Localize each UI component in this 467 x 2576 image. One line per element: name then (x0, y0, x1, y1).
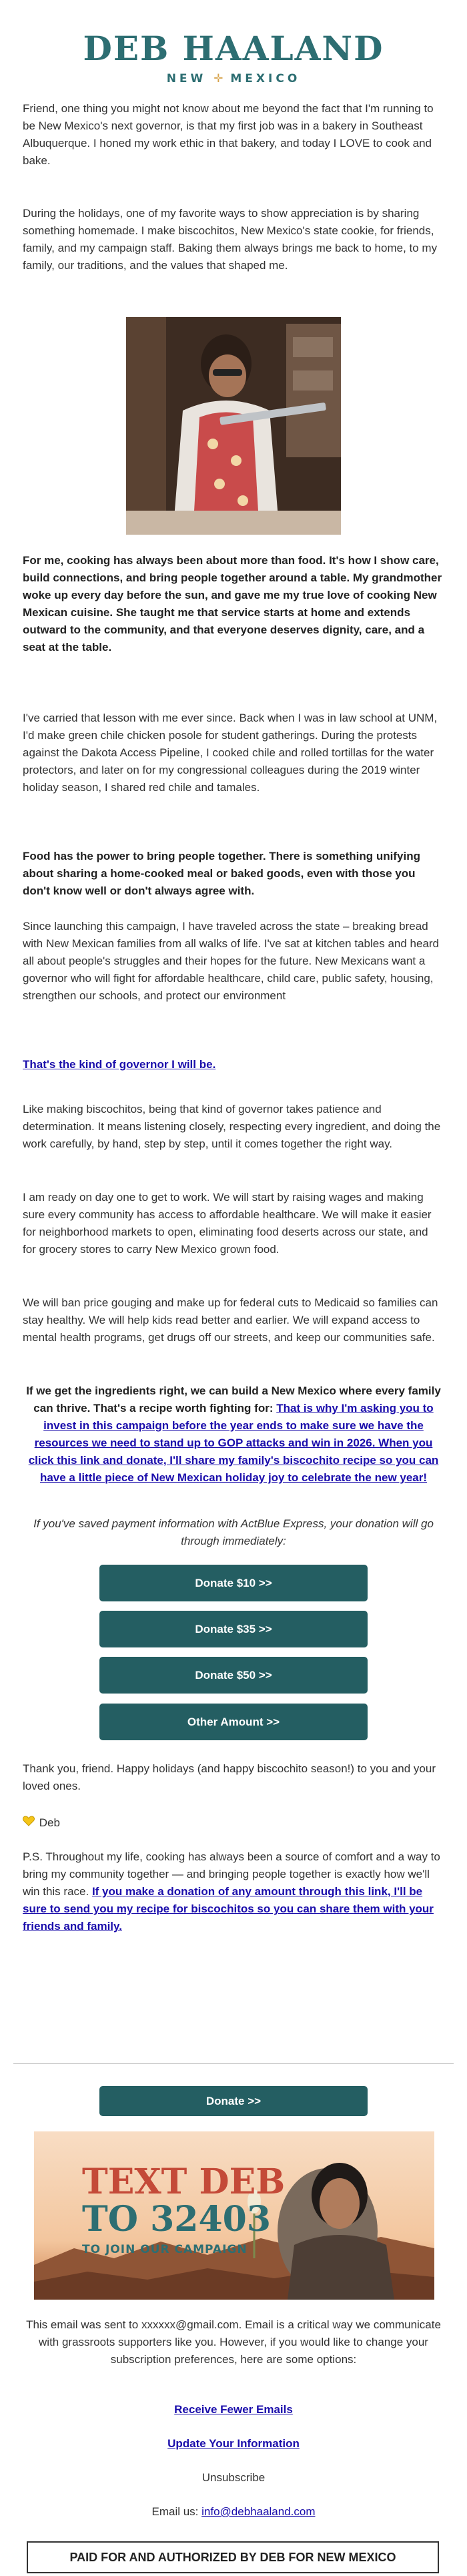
footer-unsubscribe[interactable]: Unsubscribe (201, 2471, 266, 2484)
footer-email-label: Email us: (151, 2505, 202, 2518)
logo-name: DEB HAALAND (83, 29, 384, 68)
donate-35-button[interactable]: Donate $35 >> (99, 1611, 368, 1647)
recipe-ask-text: If we get the ingredients right, we can build a New Mexico where every family can thrive. That's a recipe worth fighting for: (26, 1384, 441, 1414)
paragraph-lesson: I've carried that lesson with me ever since. Back when I was in law school at UNM, I'd make green chile chicken posole for student gatherings. During the protests against the Dakota Access Pipeline, I cooked chile and rolled tortillas for the water protectors, and later on for my congressional colleagues during the 2019 winter holiday season, I shared red chile and tamales. (23, 712, 438, 794)
signature (23, 1814, 444, 1832)
banner-shortcode: TO 32403 (82, 2199, 272, 2240)
photo-illustration (126, 317, 341, 535)
paragraph-recipe-ask (23, 1382, 444, 1487)
zia-sun-icon: ✛ (213, 72, 223, 85)
paid-for-disclaimer: PAID FOR AND AUTHORIZED BY DEB FOR NEW MEXICO (27, 2541, 439, 2573)
paragraph-grandmother: For me, cooking has always been about more than food. It's how I show care, build connections, and bring people together around a table. My grandmother woke up every day before the sun, and gave me my true love of cooking New Mexican cuisine. She taught me that service starts at home and extends outward to the community, and that everyone deserves dignity, care, and a seat at the table. (23, 554, 442, 654)
logo-state (0, 70, 467, 87)
photo-deb-baking (126, 317, 341, 535)
campaign-logo[interactable] (0, 30, 467, 87)
donate-50-button[interactable]: Donate $50 >> (99, 1657, 368, 1694)
receive-fewer-emails-link[interactable]: Receive Fewer Emails (174, 2403, 293, 2416)
ps-text: P.S. Throughout my life, cooking has always been a source of comfort and a way to bring my community together — and bringing people together is exactly how we'll win this race. (23, 1850, 440, 1898)
footer-fewer-emails (23, 2401, 444, 2418)
donate-other-amount-button[interactable]: Other Amount >> (99, 1704, 368, 1740)
heart-icon (23, 1814, 36, 1832)
paragraph-intro: Friend, one thing you might not know about me beyond the fact that I'm running to be New Mexico's next governor, is that my first job was in a bakery in Southeast Albuquerque. I honed my work ethic in that bakery, and today I LOVE to cook and bake. (23, 102, 434, 167)
donate-10-button[interactable]: Donate $10 >> (99, 1565, 368, 1601)
banner-text-deb: TEXT DEB (82, 2161, 286, 2202)
actblue-note: If you've saved payment information with ActBlue Express, your donation will go through immediately: (33, 1517, 434, 1547)
footer-email (23, 2503, 444, 2521)
donate-main-button[interactable]: Donate >> (99, 2086, 368, 2116)
paragraph-biscochitos: Like making biscochitos, being that kind of governor takes patience and determination. It means listening closely, respecting every ingredient, and doing the work carefully, by hand, step by step, until it comes together the right way. (23, 1103, 441, 1150)
paragraph-ps (23, 1848, 444, 1935)
signature-name: Deb (39, 1816, 60, 1829)
paragraph-campaign-travel: Since launching this campaign, I have traveled across the state – breaking bread with New Mexican families from all walks of life. I've sat at kitchen tables and heard all about people's struggles and their hopes for the future. New Mexicans want a governor who will fight for affordable healthcare, child care, public safety, housing, strengthen our schools, and protect our environment (23, 920, 440, 1002)
paragraph-holidays: During the holidays, one of my favorite ways to show appreciation is by sharing something homemade. I make biscochitos, New Mexico's state cookie, for friends, family, and my campaign staff. Baking them always brings me back to home, to my family, our traditions, and the values that shaped me. (23, 207, 438, 272)
update-information-link[interactable]: Update Your Information (167, 2437, 300, 2450)
footer-update-info (23, 2435, 444, 2453)
footer-email-link[interactable]: info@debhaaland.com (201, 2505, 316, 2518)
footer-notice: This email was sent to xxxxxx@gmail.com. Email is a critical way we communicate with grassroots supporters like you. However, if you would like to change your subscription preferences, here are some options: (26, 2318, 441, 2366)
section-divider (13, 2063, 454, 2064)
logo-state-new: NEW (166, 72, 207, 85)
paragraph-thanks: Thank you, friend. Happy holidays (and happy biscochito season!) to you and your loved ones. (23, 1762, 436, 1792)
paragraph-governor-link (23, 1056, 444, 1073)
banner-join-text: TO JOIN OUR CAMPAIGN (82, 2243, 248, 2256)
heart-icon-svg (23, 1816, 35, 1826)
ps-donate-link[interactable]: If you make a donation of any amount through this link, I'll be sure to send you my recipe for biscochitos so you can share them with your friends and family. (23, 1885, 434, 1933)
paragraph-food-power: Food has the power to bring people together. There is something unifying about sharing a home-cooked meal or baked goods, even with those you don't know well or don't always agree with. (23, 850, 420, 897)
governor-link[interactable]: That's the kind of governor I will be. (23, 1058, 216, 1071)
text-deb-banner[interactable] (34, 2131, 434, 2300)
logo-state-mexico: MEXICO (230, 72, 301, 85)
paragraph-day-one: I am ready on day one to get to work. We will start by raising wages and making sure every community has access to affordable healthcare. We will make it easier for neighborhood markets to open, eliminating food deserts across our state, and for grocery stores to carry New Mexico grown food. (23, 1191, 432, 1256)
recipe-donate-link[interactable]: That is why I'm asking you to invest in this campaign before the year ends to make sure we have the resources we need to stand up to GOP attacks and win in 2026. When you click this link and donate, I'll share my family's biscochito recipe so you can have a little piece of New Mexican holiday joy to celebrate the new year! (28, 1402, 439, 1484)
paragraph-medicaid: We will ban price gouging and make up for federal cuts to Medicaid so families can stay healthy. We will help kids read better and earlier. We will expand access to mental health programs, get drugs off our streets, and keep our communities safe. (23, 1296, 438, 1344)
